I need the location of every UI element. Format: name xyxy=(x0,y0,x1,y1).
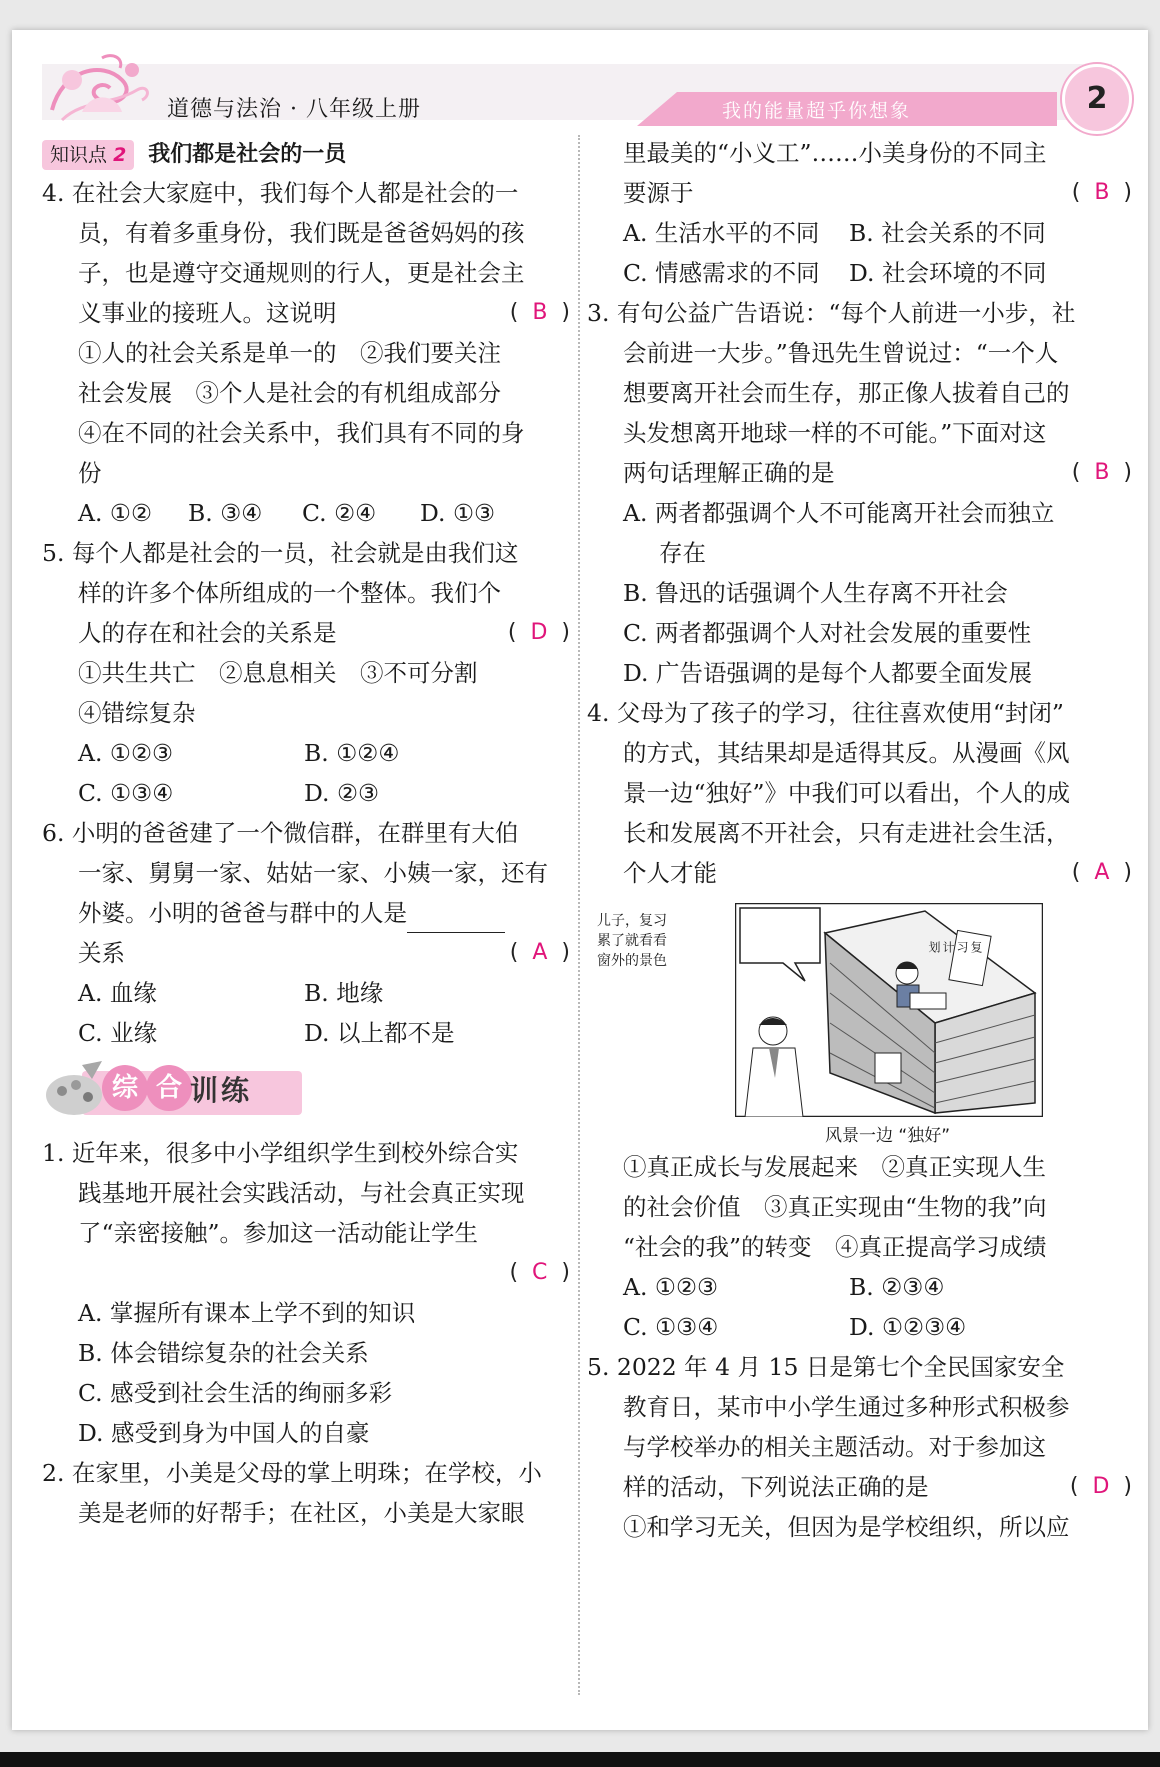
q4-option-a[interactable]: A. ①② xyxy=(78,499,153,527)
bottom-bar xyxy=(0,1752,1160,1767)
q6-option-b[interactable]: B. 地缘 xyxy=(304,979,384,1007)
knowledge-point-title: 我们都是社会的一员 xyxy=(148,142,347,167)
q6-line: 关系 xyxy=(78,939,125,967)
z5-line: 教育日，某市中小学生通过多种形式积极参 xyxy=(623,1393,1070,1421)
q5-statement: ①共生共亡 ②息息相关 ③不可分割 xyxy=(78,659,478,687)
z2-option-c[interactable]: C. 情感需求的不同 xyxy=(623,259,820,287)
q4-line: 4. 在社会大家庭中，我们每个人都是社会的一 xyxy=(42,179,519,207)
q5-line: 人的存在和社会的关系是 xyxy=(78,619,337,647)
z3-option-d[interactable]: D. 广告语强调的是每个人都要全面发展 xyxy=(623,659,1032,687)
z4-line: 景一边“独好”》中我们可以看出，个人的成 xyxy=(623,779,1071,807)
z2-line: 美是老师的好帮手；在社区，小美是大家眼 xyxy=(78,1499,525,1527)
z1-option-a[interactable]: A. 掌握所有课本上学不到的知识 xyxy=(78,1299,416,1327)
q6-option-d[interactable]: D. 以上都不是 xyxy=(304,1019,455,1047)
z5-answer: ( D ) xyxy=(1069,1474,1132,1499)
q5-option-c[interactable]: C. ①③④ xyxy=(78,779,174,807)
z2-option-a[interactable]: A. 生活水平的不同 xyxy=(623,219,820,247)
z3-line: 想要离开社会而生存，那正像人拔着自己的 xyxy=(623,379,1070,407)
z4-statement: 的社会价值 ③真正实现由“生物的我”向 xyxy=(623,1193,1047,1221)
workbook-page xyxy=(12,30,1148,1730)
q4-answer: ( B ) xyxy=(509,300,570,325)
q4-line: 子，也是遵守交通规则的行人，更是社会主 xyxy=(78,259,525,287)
z4-option-b[interactable]: B. ②③④ xyxy=(849,1273,945,1301)
page-number-badge: 2 xyxy=(1062,64,1132,134)
cartoon-caption: 风景一边 “独好” xyxy=(825,1126,951,1146)
z3-answer: ( B ) xyxy=(1071,460,1132,485)
z3-option-b[interactable]: B. 鲁迅的话强调个人生存离不开社会 xyxy=(623,579,1008,607)
q6-line: 外婆。小明的爸爸与群中的人是 xyxy=(78,893,505,933)
z2-line: 2. 在家里，小美是父母的掌上明珠；在学校，小 xyxy=(42,1459,542,1487)
z1-line: 践基地开展社会实践活动，与社会真正实现 xyxy=(78,1179,525,1207)
banner-char-1: 综 xyxy=(102,1065,148,1111)
z4-statement: ①真正成长与发展起来 ②真正实现人生 xyxy=(623,1153,1046,1181)
z4-line: 4. 父母为了孩子的学习，往往喜欢使用“封闭” xyxy=(587,699,1064,727)
q6-answer: ( A ) xyxy=(509,940,570,965)
cartoon-speech-bubble: 儿子，复习 累了就看看 窗外的景色 xyxy=(597,913,667,969)
z4-line: 长和发展离不开社会，只有走进社会生活， xyxy=(623,819,1070,847)
z5-line: 5. 2022 年 4 月 15 日是第七个全民国家安全 xyxy=(587,1353,1065,1381)
page-header xyxy=(42,50,1128,130)
q4-line: 义事业的接班人。这说明 xyxy=(78,299,337,327)
z1-option-d[interactable]: D. 感受到身为中国人的自豪 xyxy=(78,1419,370,1447)
column-divider xyxy=(578,135,580,1695)
q5-option-a[interactable]: A. ①②③ xyxy=(78,739,174,767)
banner-text: 训练 xyxy=(190,1074,253,1107)
q4-line: 员，有着多重身份，我们既是爸爸妈妈的孩 xyxy=(78,219,525,247)
cartoon-illustration xyxy=(735,903,1043,1117)
subject-title: 道德与法治 · 八年级上册 xyxy=(167,97,421,122)
q6-option-a[interactable]: A. 血缘 xyxy=(78,979,157,1007)
z4-option-c[interactable]: C. ①③④ xyxy=(623,1313,719,1341)
banner-char-2: 合 xyxy=(146,1065,192,1111)
z2-answer: ( B ) xyxy=(1071,180,1132,205)
q4-statement: ①人的社会关系是单一的 ②我们要关注 xyxy=(78,339,501,367)
z3-option-a[interactable]: A. 两者都强调个人不可能离开社会而独立 xyxy=(623,499,1055,527)
z2-option-b[interactable]: B. 社会关系的不同 xyxy=(849,219,1046,247)
q4-option-d[interactable]: D. ①③ xyxy=(420,499,496,527)
comprehensive-training-banner xyxy=(42,1057,302,1121)
z3-line: 3. 有句公益广告语说：“每个人前进一小步，社 xyxy=(587,299,1076,327)
floral-ornament-icon xyxy=(42,50,162,128)
z1-line: 1. 近年来，很多中小学组织学生到校外综合实 xyxy=(42,1139,519,1167)
z3-line: 会前进一大步。”鲁迅先生曾说过：“一个人 xyxy=(623,339,1059,367)
knowledge-point-heading xyxy=(42,133,346,173)
z1-option-b[interactable]: B. 体会错综复杂的社会关系 xyxy=(78,1339,369,1367)
z1-option-c[interactable]: C. 感受到社会生活的绚丽多彩 xyxy=(78,1379,393,1407)
z3-option-a-cont: 存在 xyxy=(659,539,706,567)
knowledge-point-tag: 知识点 2 xyxy=(42,140,134,170)
z2-line: 里最美的“小义工”……小美身份的不同主 xyxy=(623,139,1047,167)
z1-line: 了“亲密接触”。参加这一活动能让学生 xyxy=(78,1219,479,1247)
q5-option-d[interactable]: D. ②③ xyxy=(304,779,380,807)
z1-answer: ( C ) xyxy=(509,1260,570,1285)
z4-answer: ( A ) xyxy=(1071,860,1132,885)
q4-option-b[interactable]: B. ③④ xyxy=(188,499,263,527)
cartoon-study-plan-sign: 复习计划 xyxy=(927,941,983,953)
z2-line: 要源于 xyxy=(623,179,694,207)
z2-option-d[interactable]: D. 社会环境的不同 xyxy=(849,259,1047,287)
q4-statement: 社会发展 ③个人是社会的有机组成部分 xyxy=(78,379,501,407)
z5-line: 与学校举办的相关主题活动。对于参加这 xyxy=(623,1433,1046,1461)
z3-option-c[interactable]: C. 两者都强调个人对社会发展的重要性 xyxy=(623,619,1032,647)
z4-line: 的方式，其结果却是适得其反。从漫画《风 xyxy=(623,739,1070,767)
q6-line: 一家、舅舅一家、姑姑一家、小姨一家，还有 xyxy=(78,859,548,887)
q6-option-c[interactable]: C. 业缘 xyxy=(78,1019,158,1047)
q5-line: 5. 每个人都是社会的一员，社会就是由我们这 xyxy=(42,539,519,567)
q6-line: 6. 小明的爸爸建了一个微信群，在群里有大伯 xyxy=(42,819,519,847)
z4-line: 个人才能 xyxy=(623,859,717,887)
q5-statement: ④错综复杂 xyxy=(78,699,196,727)
q5-option-b[interactable]: B. ①②④ xyxy=(304,739,400,767)
z4-option-d[interactable]: D. ①②③④ xyxy=(849,1313,967,1341)
q4-statement: ④在不同的社会关系中，我们具有不同的身 xyxy=(78,419,525,447)
q6-fill-blank[interactable] xyxy=(407,904,505,933)
z4-statement: “社会的我”的转变 ④真正提高学习成绩 xyxy=(623,1233,1047,1261)
z5-statement: ①和学习无关，但因为是学校组织，所以应 xyxy=(623,1513,1070,1541)
q4-statement: 份 xyxy=(78,459,102,487)
z3-line: 两句话理解正确的是 xyxy=(623,459,835,487)
z3-line: 头发想离开地球一样的不可能。”下面对这 xyxy=(623,419,1047,447)
q5-line: 样的许多个体所组成的一个整体。我们个 xyxy=(78,579,501,607)
header-slogan: 我的能量超乎你想象 xyxy=(722,100,912,122)
q5-answer: ( D ) xyxy=(507,620,570,645)
z5-line: 样的活动，下列说法正确的是 xyxy=(623,1473,929,1501)
q4-option-c[interactable]: C. ②④ xyxy=(302,499,377,527)
z4-option-a[interactable]: A. ①②③ xyxy=(623,1273,719,1301)
